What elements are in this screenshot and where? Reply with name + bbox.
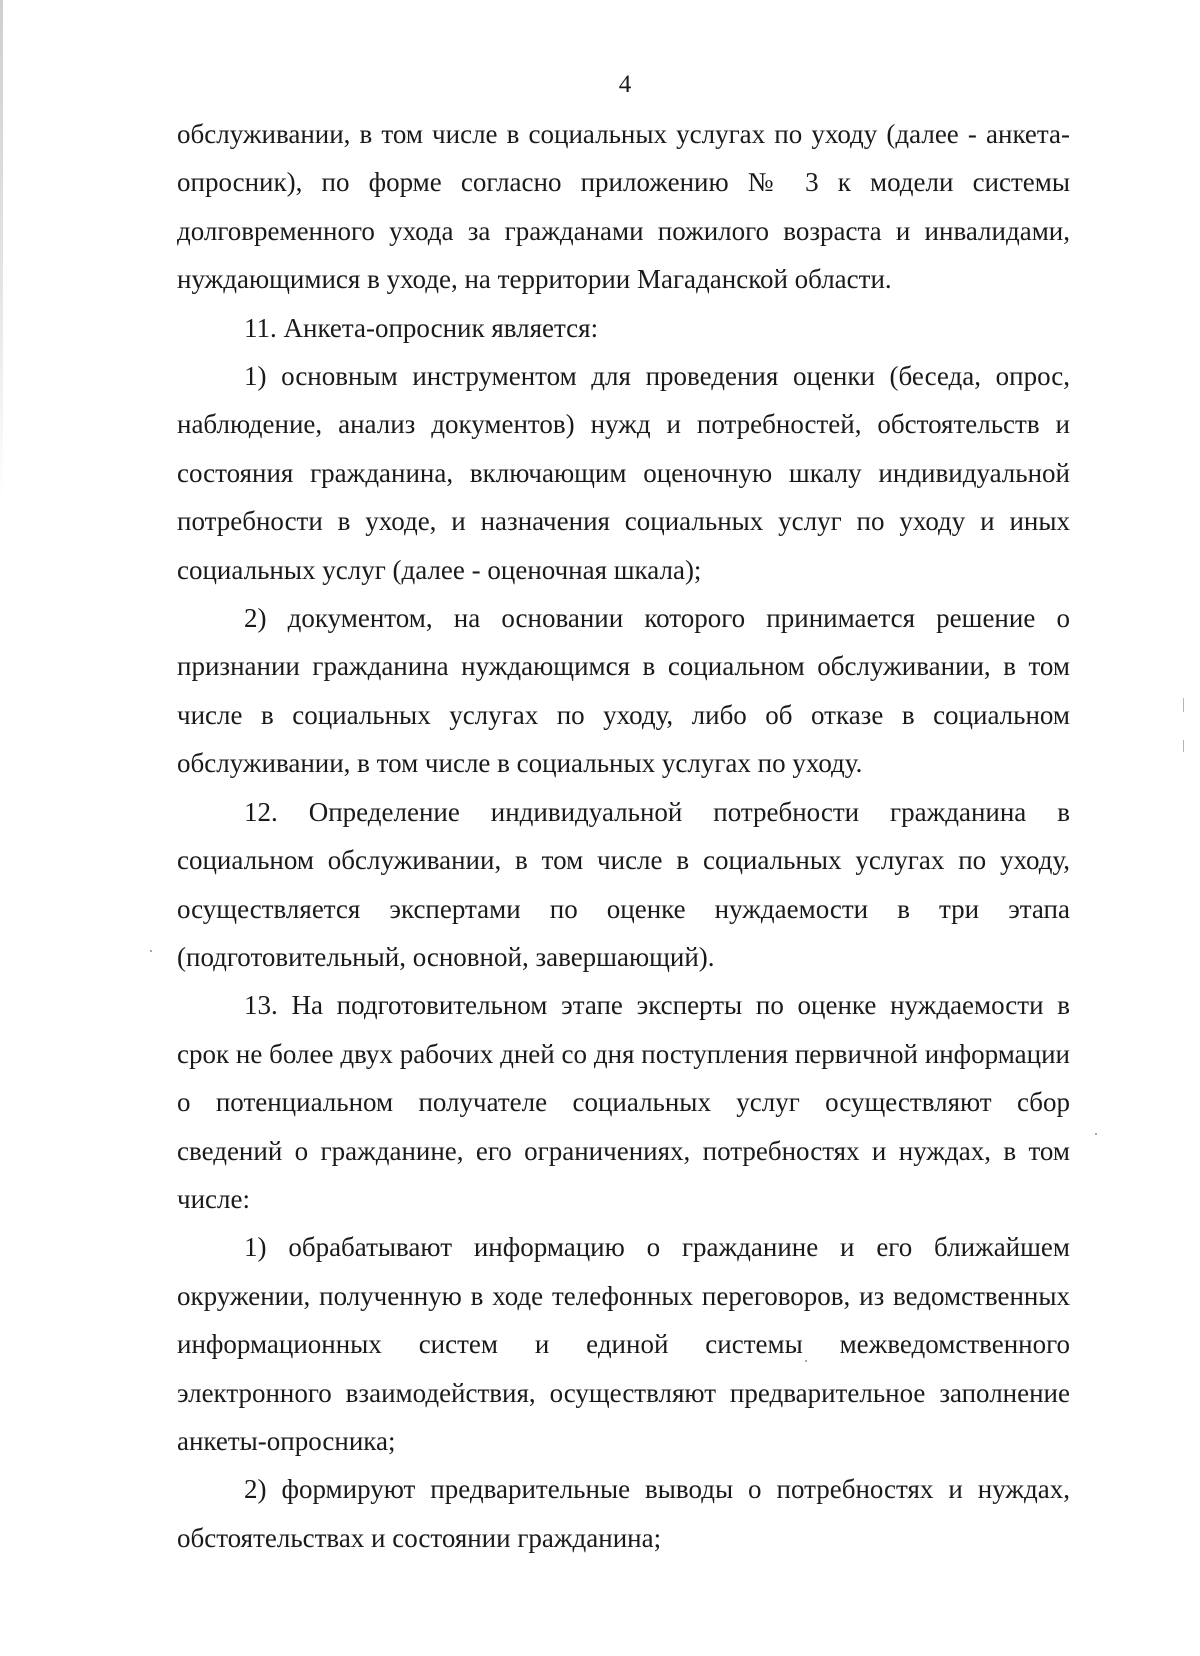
scan-speck [150, 950, 152, 952]
scan-mark [1183, 698, 1184, 712]
paragraph-12: 12. Определение индивидуальной потребности гражданина в социальном обслуживании, в том числе в социальных услугах по уходу, осуществляется экспертами по оценке нуждаемости в три этапа (подготовительный, основной, завершающий). [177, 796, 1070, 972]
paragraph-11-item-1: 1) основным инструментом для проведения оценки (беседа, опрос, наблюдение, анализ документов) нужд и потребностей, обстоятельств и состояния гражданина, включающим оценочную шкалу индивидуальной потребности в уходе, и назначения социальных услуг по уходу и иных социальных услуг (далее - оценочная шкала); [177, 361, 1070, 585]
paragraph-11-heading: 11. Анкета-опросник является: [244, 312, 599, 343]
scan-speck [805, 1360, 807, 1362]
scan-speck [1095, 1133, 1097, 1135]
paragraph-13-item-2: 2) формируют предварительные выводы о потребностях и нуждах, обстоятельствах и состоянии гражданина; [177, 1474, 1070, 1553]
paragraph-intro-continuation: обслуживании, в том числе в социальных услугах по уходу (далее - анкета-опросник), по форме согласно приложению № 3 к модели системы долговременного ухода за гражданами пожилого возраста и инвалидами, нуждающимися в уходе, на территории Магаданской области. [177, 119, 1070, 295]
document-body [177, 110, 1070, 1562]
scan-mark [1183, 740, 1184, 752]
paragraph-13: 13. На подготовительном этапе эксперты по оценке нуждаемости в срок не более двух рабочих дней со дня поступления первичной информации о потенциальном получателе социальных услуг осуществляют сбор сведений о гражданине, его ограничениях, потребностях и нуждах, в том числе: [177, 990, 1070, 1214]
paragraph-13-item-1: 1) обрабатывают информацию о гражданине и его ближайшем окружении, полученную в ходе телефонных переговоров, из ведомственных информационных систем и единой системы межведомственного электронного взаимодействия, осуществляют предварительное заполнение анкеты-опросника; [177, 1232, 1070, 1456]
page-number: 4 [618, 71, 632, 98]
paragraph-11-item-2: 2) документом, на основании которого принимается решение о признании гражданина нуждающимся в социальном обслуживании, в том числе в социальных услугах по уходу, либо об отказе в социальном обслуживании, в том числе в социальных услугах по уходу. [177, 603, 1070, 779]
